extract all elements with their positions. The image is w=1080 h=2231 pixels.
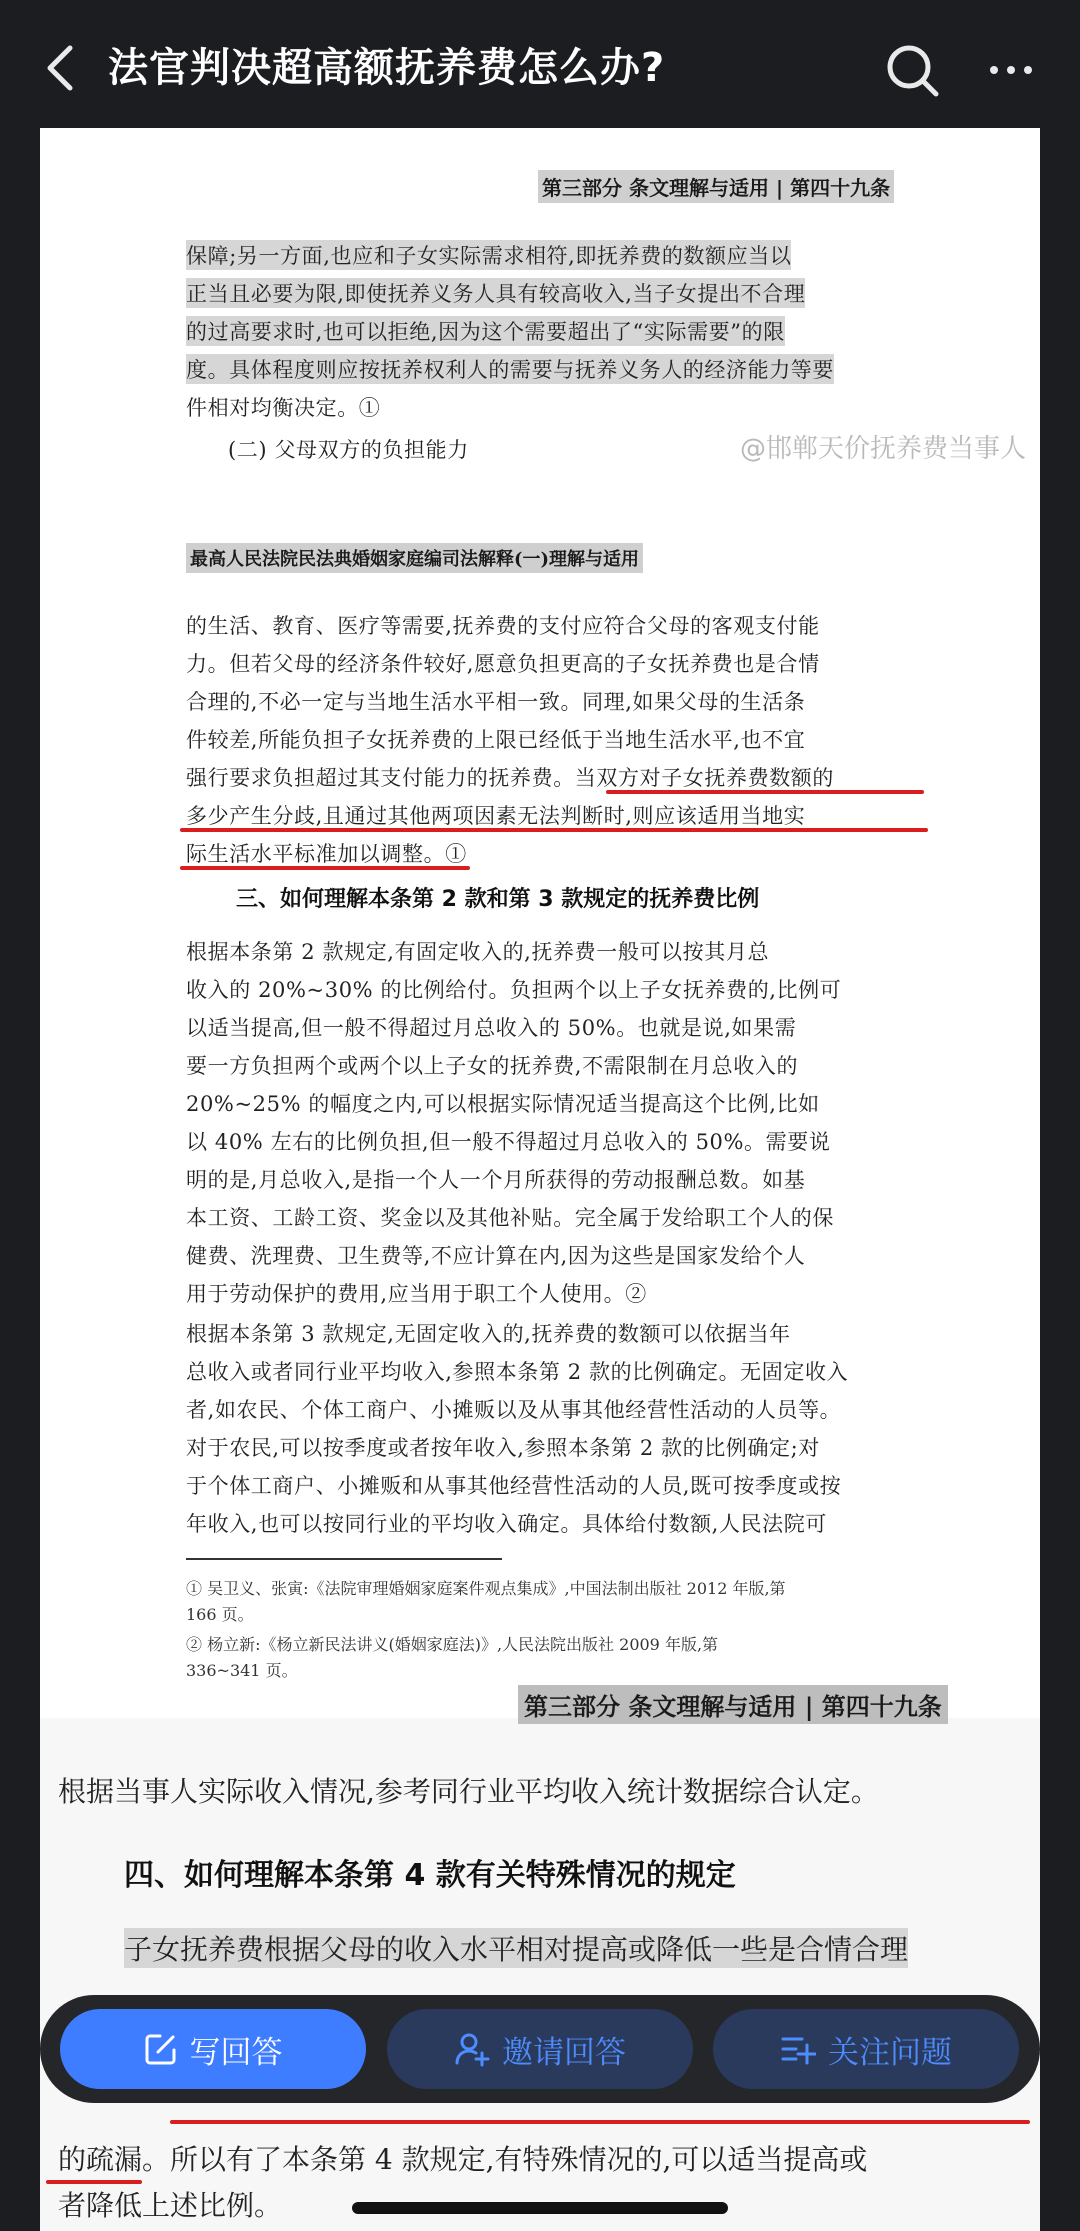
red-underline <box>606 790 924 794</box>
text-line: 根据本条第 3 款规定,无固定收入的,抚养费的数额可以依据当年 <box>186 1322 791 1346</box>
text-line: 根据当事人实际收入情况,参考同行业平均收入统计数据综合认定。 <box>58 1775 879 1808</box>
invite-answer-label: 邀请回答 <box>502 2034 626 2071</box>
footnote: 166 页。 <box>186 1605 254 1624</box>
text-line: 际生活水平标准加以调整。① <box>186 842 467 866</box>
action-bar <box>40 1995 1040 2103</box>
text-line: 强行要求负担超过其支付能力的抚养费。当双方对子女抚养费数额的 <box>186 766 834 790</box>
red-underline <box>180 828 928 832</box>
footnote: ② 杨立新:《杨立新民法讲义(婚姻家庭法)》,人民法院出版社 2009 年版,第 <box>186 1635 719 1654</box>
text-line: 力。但若父母的经济条件较好,愿意负担更高的子女抚养费也是合情 <box>186 652 820 676</box>
section-title: 四、如何理解本条第 4 款有关特殊情况的规定 <box>124 1858 736 1893</box>
follow-question-label: 关注问题 <box>828 2034 952 2071</box>
text-line: 的生活、教育、医疗等需要,抚养费的支付应符合父母的客观支付能 <box>186 614 820 638</box>
scan-page-top <box>40 128 1040 1708</box>
chevron-left-icon <box>46 45 74 91</box>
sub-heading: (二) 父母双方的负担能力 <box>228 438 469 462</box>
text-line: 的疏漏。所以有了本条第 4 款规定,有特殊情况的,可以适当提高或 <box>58 2143 868 2176</box>
article-image[interactable] <box>40 128 1040 2231</box>
home-indicator[interactable] <box>352 2202 728 2214</box>
red-underline <box>170 2120 1030 2124</box>
top-bar <box>0 0 1080 128</box>
text-line: 健费、洗理费、卫生费等,不应计算在内,因为这些是国家发给个人 <box>186 1244 806 1268</box>
text-line: 正当且必要为限,即使抚养义务人具有较高收入,当子女提出不合理 <box>186 278 805 308</box>
follow-question-button[interactable] <box>713 2009 1019 2089</box>
footnote: ① 吴卫义、张寅:《法院审理婚姻家庭案件观点集成》,中国法制出版社 2012 年版,第 <box>186 1579 786 1598</box>
red-underline <box>180 866 470 870</box>
text-line: 者降低上述比例。 <box>58 2189 283 2222</box>
text-line: 的过高要求时,也可以拒绝,因为这个需要超出了“实际需要”的限 <box>186 316 785 346</box>
watermark: @邯郸天价抚养费当事人 <box>740 434 1027 464</box>
page-title: 法官判决超高额抚养费怎么办? <box>108 45 666 91</box>
text-line: 子女抚养费根据父母的收入水平相对提高或降低一些是合情合理 <box>124 1928 908 1968</box>
search-icon <box>882 40 942 100</box>
text-line: 本工资、工龄工资、奖金以及其他补贴。完全属于发给职工个人的保 <box>186 1206 834 1230</box>
text-line: 度。具体程度则应按抚养权利人的需要与抚养义务人的经济能力等要 <box>186 354 834 384</box>
page-header: 第三部分 条文理解与适用 | 第四十九条 <box>518 1685 948 1724</box>
text-line: 合理的,不必一定与当地生活水平相一致。同理,如果父母的生活条 <box>186 690 806 714</box>
text-line: 用于劳动保护的费用,应当用于职工个人使用。② <box>186 1282 647 1306</box>
section-title: 三、如何理解本条第 2 款和第 3 款规定的抚养费比例 <box>236 887 760 912</box>
page-header: 最高人民法院民法典婚姻家庭编司法解释(一)理解与适用 <box>186 543 643 573</box>
text-line: 者,如农民、个体工商户、小摊贩以及从事其他经营性活动的人员等。 <box>186 1398 842 1422</box>
text-line: 以 40% 左右的比例负担,但一般不得超过月总收入的 50%。需要说 <box>186 1130 831 1154</box>
text-line: 多少产生分歧,且通过其他两项因素无法判断时,则应该适用当地实 <box>186 804 806 828</box>
text-line: 件相对均衡决定。① <box>186 396 381 420</box>
text-line: 总收入或者同行业平均收入,参照本条第 2 款的比例确定。无固定收入 <box>186 1360 849 1384</box>
page-header: 第三部分 条文理解与适用 | 第四十九条 <box>538 170 894 203</box>
write-answer-label: 写回答 <box>189 2034 283 2071</box>
text-line: 20%~25% 的幅度之内,可以根据实际情况适当提高这个比例,比如 <box>186 1092 820 1116</box>
text-line: 年收入,也可以按同行业的平均收入确定。具体给付数额,人民法院可 <box>186 1512 827 1536</box>
text-line: 对于农民,可以按季度或者按年收入,参照本条第 2 款的比例确定;对 <box>186 1436 820 1460</box>
invite-answer-button[interactable] <box>387 2009 693 2089</box>
text-line: 收入的 20%~30% 的比例给付。负担两个以上子女抚养费的,比例可 <box>186 978 842 1002</box>
user-plus-icon <box>454 2031 490 2067</box>
edit-icon <box>144 2032 178 2066</box>
text-line: 根据本条第 2 款规定,有固定收入的,抚养费一般可以按其月总 <box>186 940 770 964</box>
text-line: 要一方负担两个或两个以上子女的抚养费,不需限制在月总收入的 <box>186 1054 799 1078</box>
search-button[interactable] <box>882 40 942 100</box>
more-button[interactable] <box>976 40 1046 100</box>
text-line: 以适当提高,但一般不得超过月总收入的 50%。也就是说,如果需 <box>186 1016 797 1040</box>
text-line: 明的是,月总收入,是指一个人一个月所获得的劳动报酬总数。如基 <box>186 1168 806 1192</box>
back-button[interactable] <box>40 38 80 98</box>
write-answer-button[interactable] <box>60 2009 366 2089</box>
more-icon <box>990 66 998 74</box>
footnote: 336~341 页。 <box>186 1661 298 1680</box>
text-line: 保障;另一方面,也应和子女实际需求相符,即抚养费的数额应当以 <box>186 240 791 270</box>
list-add-icon <box>780 2031 816 2067</box>
footnote-divider <box>186 1558 502 1560</box>
text-line: 件较差,所能负担子女抚养费的上限已经低于当地生活水平,也不宜 <box>186 728 806 752</box>
text-line: 于个体工商户、小摊贩和从事其他经营性活动的人员,既可按季度或按 <box>186 1474 842 1498</box>
red-underline <box>46 2180 142 2184</box>
